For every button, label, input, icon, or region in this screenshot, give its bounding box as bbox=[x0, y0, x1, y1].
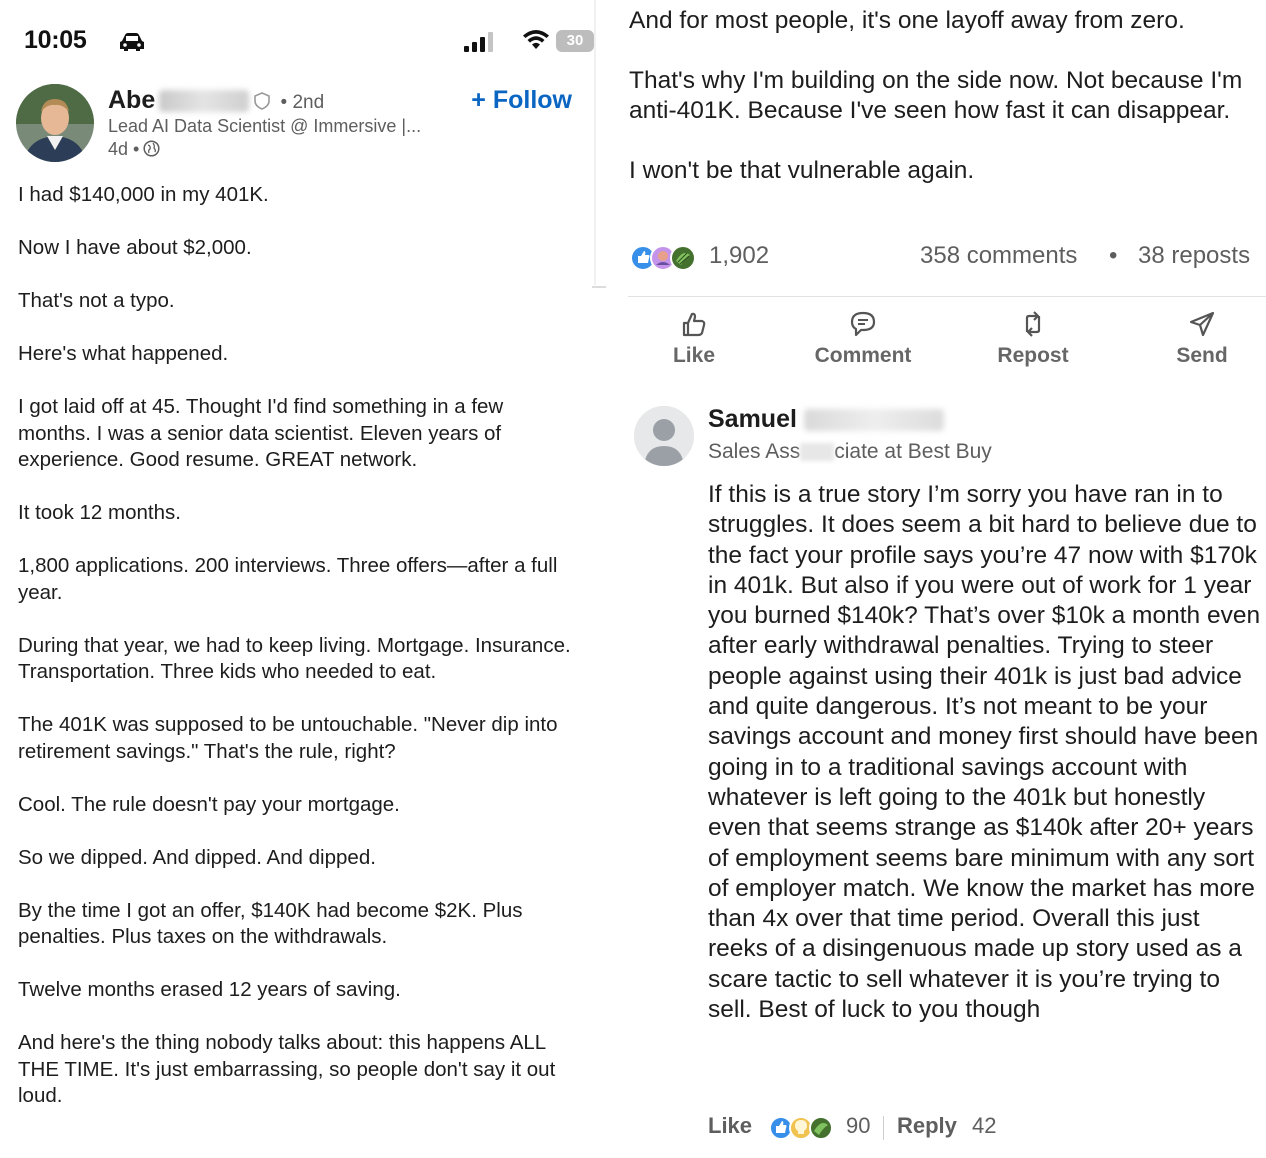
engagement-panel bbox=[612, 0, 1266, 1158]
connection-degree: 2nd bbox=[292, 92, 325, 113]
battery-indicator: 30 bbox=[556, 30, 594, 52]
post-paragraph: 1,800 applications. 200 interviews. Three offers—after a full year. bbox=[18, 554, 558, 604]
comment-actions bbox=[708, 1110, 1266, 1144]
signal-icon bbox=[464, 32, 498, 52]
post-panel bbox=[0, 0, 594, 1158]
post-paragraph: During that year, we had to keep living. Mortgage. Insurance. Transportation. Three kids who needed to eat. bbox=[18, 633, 571, 683]
post-paragraph: So we dipped. And dipped. And dipped. bbox=[18, 845, 376, 869]
post-actions-bar bbox=[612, 306, 1266, 376]
verified-shield-icon bbox=[253, 92, 271, 110]
comment-text: If this is a true story I’m sorry you have ran in to struggles. It does seem a bit hard to believe due to the fact your profile says you’re 47 now with $170k in 401k. But also if you were out of work for 1 year you burned $140k? That’s over $10k a month even after early withdrawal penalties. Trying to steer people against using their 401k is just bad advice and quite dangerous. It’s not meant to be your savings account and money first should have been going in to a traditional savings account with whatever is left going to the 401k but honestly even that seems strange as $140k after 20+ years of employment seems bare minimum with any sort of employer match. We know the market has more than 4x over that time period. Overall this just reeks of a disingenuous made up story used as a scare tactic to sell whatever it is you’re trying to sell. Best of luck to you though bbox=[708, 481, 1261, 1024]
stats-separator: • bbox=[1109, 242, 1118, 269]
post-paragraph: The 401K was supposed to be untouchable. "Never dip into retirement savings." That's the rule, right? bbox=[18, 713, 558, 763]
panel-divider-tick bbox=[592, 286, 606, 288]
meta-separator: • bbox=[133, 139, 140, 159]
comment-icon bbox=[849, 310, 877, 338]
comment-reply-count[interactable]: 42 bbox=[972, 1113, 997, 1138]
panel-divider bbox=[594, 0, 596, 285]
car-icon bbox=[118, 32, 146, 52]
post-paragraph: That's why I'm building on the side now. Not because I'm anti-401K. Because I've seen how fast it can disappear. bbox=[629, 67, 1243, 124]
author-avatar[interactable] bbox=[16, 84, 94, 162]
comment-count[interactable]: 358 comments bbox=[920, 242, 1078, 269]
post-body bbox=[18, 182, 578, 1136]
actions-divider bbox=[628, 296, 1266, 297]
post-paragraph: I won't be that vulnerable again. bbox=[629, 157, 975, 184]
commenter-headline-end: ciate at Best Buy bbox=[834, 440, 992, 463]
social-counts bbox=[629, 240, 1266, 276]
comment-reaction-icons[interactable] bbox=[768, 1114, 838, 1142]
reaction-icons[interactable] bbox=[629, 243, 705, 273]
commenter-first-name[interactable]: Samuel bbox=[708, 405, 797, 433]
follow-button[interactable]: + Follow bbox=[471, 86, 572, 114]
redacted-surname bbox=[804, 409, 944, 431]
like-label: Like bbox=[672, 344, 716, 367]
repost-count[interactable]: 38 reposts bbox=[1138, 242, 1251, 269]
post-meta bbox=[108, 139, 160, 160]
status-bar bbox=[24, 24, 584, 58]
post-paragraph: That's not a typo. bbox=[18, 289, 175, 312]
comment-like-button[interactable]: Like bbox=[708, 1113, 753, 1138]
globe-icon bbox=[143, 140, 160, 157]
redacted-surname bbox=[159, 90, 249, 112]
post-paragraph: I got laid off at 45. Thought I'd find something in a few months. I was a senior data scientist. Eleven years of experience. Good resume. GREAT network. bbox=[18, 395, 504, 471]
author-name[interactable]: Abe • 2nd bbox=[108, 86, 325, 114]
comment-reply-button[interactable]: Reply bbox=[897, 1113, 957, 1138]
comment-button[interactable] bbox=[793, 306, 933, 376]
post-paragraph: I had $140,000 in my 401K. bbox=[18, 183, 269, 206]
commenter-name[interactable] bbox=[708, 405, 944, 434]
post-paragraph: By the time I got an offer, $140K had become $2K. Plus penalties. Plus taxes on the withdrawals. bbox=[18, 898, 523, 948]
post-paragraph: And here's the thing nobody talks about: this happens ALL THE TIME. It's just embarrassing, so people don't say it out loud. bbox=[18, 1031, 556, 1107]
comment-label: Comment bbox=[814, 344, 912, 367]
thumbs-up-icon bbox=[680, 310, 708, 338]
commenter-avatar[interactable] bbox=[634, 406, 694, 466]
comment-actions-separator bbox=[883, 1116, 884, 1140]
comment-reaction-count[interactable]: 90 bbox=[846, 1113, 871, 1138]
post-paragraph: Twelve months erased 12 years of saving. bbox=[18, 978, 401, 1001]
like-button[interactable] bbox=[624, 306, 764, 376]
redacted-text bbox=[800, 443, 834, 461]
commenter-headline bbox=[708, 440, 992, 464]
author-headline: Lead AI Data Scientist @ Immersive |... bbox=[108, 116, 422, 136]
reaction-count[interactable]: 1,902 bbox=[709, 242, 770, 269]
post-paragraph: It took 12 months. bbox=[18, 501, 181, 524]
status-time: 10:05 bbox=[24, 26, 87, 54]
post-paragraph: Now I have about $2,000. bbox=[18, 236, 252, 259]
wifi-icon bbox=[522, 28, 550, 52]
repost-label: Repost bbox=[997, 344, 1069, 367]
send-label: Send bbox=[1176, 344, 1228, 367]
post-body-continued bbox=[629, 6, 1259, 216]
post-paragraph: Cool. The rule doesn't pay your mortgage. bbox=[18, 792, 400, 816]
post-paragraph: And for most people, it's one layoff away from zero. bbox=[629, 7, 1185, 34]
post-paragraph: Here's what happened. bbox=[18, 342, 229, 365]
repost-icon bbox=[1019, 310, 1047, 338]
post-age: 4d bbox=[108, 139, 129, 159]
author-first-name[interactable]: Abe bbox=[108, 86, 156, 114]
commenter-headline-start: Sales Ass bbox=[708, 440, 801, 463]
send-button[interactable] bbox=[1132, 306, 1266, 376]
post-header bbox=[16, 84, 572, 164]
repost-button[interactable] bbox=[963, 306, 1103, 376]
send-icon bbox=[1188, 310, 1216, 338]
